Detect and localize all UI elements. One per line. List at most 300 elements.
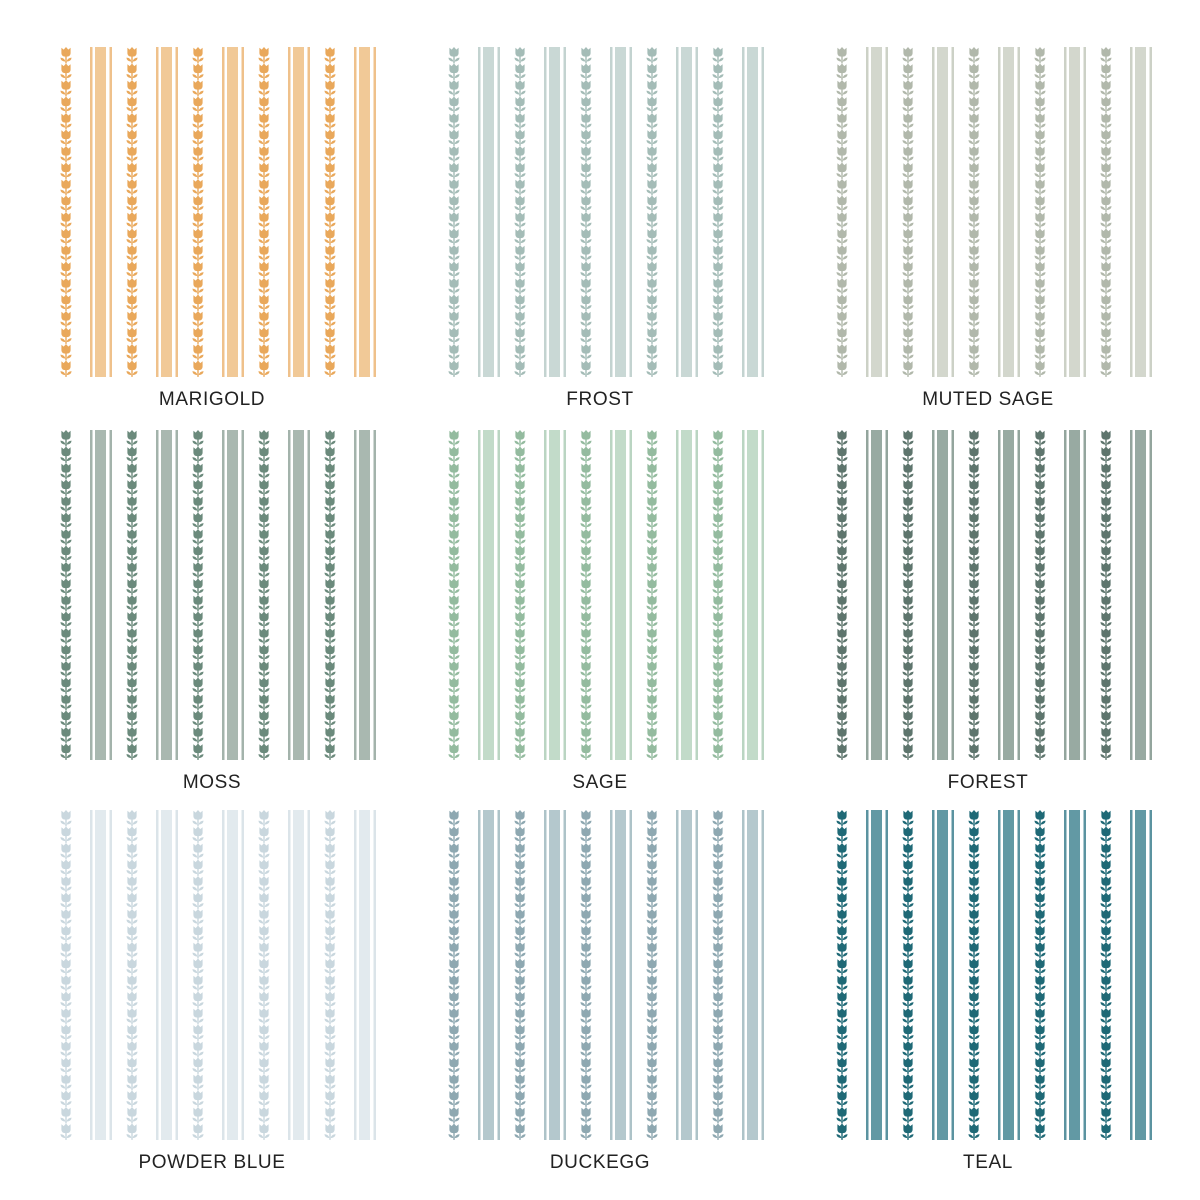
swatch-label: SAGE [572, 772, 628, 793]
flower-vine [258, 810, 269, 1140]
tulip-icon [1100, 843, 1111, 859]
tulip-icon [324, 480, 335, 496]
tulip-icon [60, 595, 71, 611]
thin-stripe [308, 810, 311, 1140]
tulip-icon [126, 328, 137, 344]
tulip-icon [580, 179, 591, 195]
stripe-pattern [435, 810, 765, 1140]
thin-stripe [998, 47, 1001, 377]
tulip-icon [836, 496, 847, 512]
tulip-icon [324, 262, 335, 278]
tulip-icon [514, 212, 525, 228]
flower-vine [836, 47, 847, 377]
tulip-icon [580, 295, 591, 311]
tulip-icon [258, 678, 269, 694]
tulip-icon [192, 1124, 203, 1140]
tulip-icon [580, 130, 591, 146]
tulip-icon [192, 480, 203, 496]
tulip-icon [258, 146, 269, 162]
tulip-icon [712, 992, 723, 1008]
tulip-icon [836, 860, 847, 876]
tulip-icon [968, 496, 979, 512]
tulip-icon [60, 843, 71, 859]
tulip-icon [1100, 130, 1111, 146]
tulip-icon [712, 163, 723, 179]
tulip-icon [646, 146, 657, 162]
tulip-icon [60, 212, 71, 228]
tulip-icon [968, 146, 979, 162]
tulip-icon [192, 926, 203, 942]
tulip-icon [836, 959, 847, 975]
tulip-icon [1034, 328, 1045, 344]
tulip-icon [836, 480, 847, 496]
tulip-icon [258, 179, 269, 195]
tulip-icon [836, 810, 847, 826]
tulip-icon [1100, 262, 1111, 278]
tulip-icon [192, 130, 203, 146]
thin-stripe [176, 47, 179, 377]
tulip-icon [60, 1025, 71, 1041]
tulip-icon [448, 595, 459, 611]
tulip-icon [646, 992, 657, 1008]
tulip-icon [902, 645, 913, 661]
tulip-icon [968, 1008, 979, 1024]
tulip-icon [712, 80, 723, 96]
wide-stripe [747, 430, 758, 760]
tulip-icon [60, 113, 71, 129]
flower-vine [1100, 430, 1111, 760]
tulip-icon [902, 843, 913, 859]
flower-vine [324, 47, 335, 377]
stripe-pattern-art [435, 47, 765, 377]
tulip-icon [126, 278, 137, 294]
tulip-icon [902, 562, 913, 578]
tulip-icon [1100, 1124, 1111, 1140]
tulip-icon [968, 827, 979, 843]
tulip-icon [324, 744, 335, 760]
tulip-icon [126, 1025, 137, 1041]
tulip-icon [1100, 579, 1111, 595]
tulip-icon [1034, 893, 1045, 909]
tulip-icon [836, 678, 847, 694]
tulip-icon [646, 1074, 657, 1090]
tulip-icon [902, 1124, 913, 1140]
wide-stripe [161, 47, 172, 377]
flower-vine [324, 430, 335, 760]
swatch-label: MOSS [182, 772, 242, 793]
thin-stripe [742, 810, 745, 1140]
tulip-icon [126, 130, 137, 146]
tulip-icon [60, 959, 71, 975]
tulip-icon [258, 328, 269, 344]
swatch-marigold[interactable] [47, 47, 377, 419]
tulip-icon [646, 97, 657, 113]
tulip-icon [514, 926, 525, 942]
thin-stripe [1018, 810, 1021, 1140]
thin-stripe [630, 430, 633, 760]
tulip-icon [324, 992, 335, 1008]
tulip-icon [192, 430, 203, 446]
tulip-icon [448, 146, 459, 162]
thin-stripe [242, 47, 245, 377]
swatch-duckegg[interactable] [435, 810, 765, 1182]
tulip-icon [60, 529, 71, 545]
wide-stripe [95, 430, 106, 760]
wide-stripe [483, 810, 494, 1140]
tulip-icon [448, 562, 459, 578]
stripe-pattern-art [823, 810, 1153, 1140]
tulip-icon [126, 926, 137, 942]
stripe-pattern [435, 47, 765, 377]
tulip-icon [324, 278, 335, 294]
tulip-icon [258, 959, 269, 975]
tulip-icon [968, 212, 979, 228]
tulip-icon [60, 926, 71, 942]
tulip-icon [192, 810, 203, 826]
tulip-icon [60, 661, 71, 677]
tulip-icon [1034, 1124, 1045, 1140]
tulip-icon [1100, 992, 1111, 1008]
tulip-icon [60, 447, 71, 463]
swatch-label: DUCKEGG [549, 1152, 651, 1173]
tulip-icon [968, 860, 979, 876]
tulip-icon [646, 975, 657, 991]
flower-vine [646, 47, 657, 377]
tulip-icon [324, 430, 335, 446]
tulip-icon [60, 876, 71, 892]
tulip-icon [712, 47, 723, 63]
tulip-icon [968, 113, 979, 129]
tulip-icon [324, 661, 335, 677]
tulip-icon [968, 810, 979, 826]
flower-vine [60, 810, 71, 1140]
flower-vine [258, 430, 269, 760]
tulip-icon [192, 579, 203, 595]
stripe-pattern-art [47, 810, 377, 1140]
tulip-icon [580, 893, 591, 909]
tulip-icon [514, 992, 525, 1008]
tulip-icon [712, 975, 723, 991]
tulip-icon [902, 130, 913, 146]
tulip-icon [1034, 744, 1045, 760]
wide-stripe [293, 810, 304, 1140]
tulip-icon [968, 311, 979, 327]
tulip-icon [968, 447, 979, 463]
tulip-icon [646, 278, 657, 294]
tulip-icon [646, 860, 657, 876]
tulip-icon [448, 344, 459, 360]
tulip-icon [126, 959, 137, 975]
tulip-icon [836, 262, 847, 278]
tulip-icon [646, 893, 657, 909]
flower-vine [1034, 810, 1045, 1140]
tulip-icon [448, 529, 459, 545]
tulip-icon [126, 628, 137, 644]
tulip-icon [514, 694, 525, 710]
tulip-icon [448, 212, 459, 228]
thin-stripe [696, 810, 699, 1140]
swatch-sage[interactable] [435, 430, 765, 802]
tulip-icon [646, 480, 657, 496]
swatch-moss[interactable] [47, 430, 377, 802]
tulip-icon [192, 876, 203, 892]
tulip-icon [192, 562, 203, 578]
flower-vine [126, 47, 137, 377]
tulip-icon [712, 628, 723, 644]
tulip-icon [1034, 163, 1045, 179]
tulip-icon [580, 645, 591, 661]
flower-vine [580, 810, 591, 1140]
tulip-icon [712, 645, 723, 661]
tulip-icon [580, 278, 591, 294]
tulip-icon [646, 311, 657, 327]
tulip-icon [646, 245, 657, 261]
tulip-icon [324, 1107, 335, 1123]
tulip-icon [836, 843, 847, 859]
tulip-icon [580, 744, 591, 760]
tulip-icon [580, 430, 591, 446]
tulip-icon [580, 843, 591, 859]
tulip-icon [192, 827, 203, 843]
tulip-icon [192, 1041, 203, 1057]
swatch-muted-sage[interactable] [823, 47, 1153, 419]
tulip-icon [324, 876, 335, 892]
swatch-forest[interactable] [823, 430, 1153, 802]
tulip-icon [60, 130, 71, 146]
tulip-icon [60, 562, 71, 578]
tulip-icon [448, 1008, 459, 1024]
tulip-icon [258, 612, 269, 628]
wide-stripe [359, 810, 370, 1140]
tulip-icon [836, 113, 847, 129]
tulip-icon [126, 97, 137, 113]
tulip-icon [1034, 262, 1045, 278]
tulip-icon [126, 113, 137, 129]
wide-stripe [549, 430, 560, 760]
tulip-icon [1100, 975, 1111, 991]
tulip-icon [646, 711, 657, 727]
tulip-icon [258, 64, 269, 80]
tulip-icon [1100, 827, 1111, 843]
tulip-icon [514, 810, 525, 826]
tulip-icon [712, 942, 723, 958]
tulip-icon [902, 860, 913, 876]
tulip-icon [1100, 926, 1111, 942]
tulip-icon [902, 876, 913, 892]
flower-vine [902, 810, 913, 1140]
thin-stripe [176, 810, 179, 1140]
tulip-icon [968, 130, 979, 146]
flower-vine [192, 810, 203, 1140]
tulip-icon [448, 711, 459, 727]
tulip-icon [1034, 942, 1045, 958]
stripe-pattern-art [47, 430, 377, 760]
tulip-icon [646, 80, 657, 96]
tulip-icon [126, 179, 137, 195]
tulip-icon [836, 1025, 847, 1041]
stripe-pattern [47, 430, 377, 760]
tulip-icon [192, 942, 203, 958]
tulip-icon [448, 926, 459, 942]
tulip-icon [580, 1008, 591, 1024]
tulip-icon [646, 229, 657, 245]
tulip-icon [1034, 447, 1045, 463]
tulip-icon [126, 295, 137, 311]
tulip-icon [192, 80, 203, 96]
thin-stripe [762, 430, 765, 760]
flower-vine [968, 810, 979, 1140]
tulip-icon [836, 447, 847, 463]
tulip-icon [258, 344, 269, 360]
tulip-icon [1100, 212, 1111, 228]
tulip-icon [712, 711, 723, 727]
tulip-icon [126, 146, 137, 162]
swatch-powder-blue[interactable] [47, 810, 377, 1182]
thin-stripe [374, 430, 377, 760]
tulip-icon [1100, 546, 1111, 562]
tulip-icon [324, 843, 335, 859]
tulip-icon [580, 361, 591, 377]
tulip-icon [580, 344, 591, 360]
tulip-icon [580, 810, 591, 826]
tulip-icon [448, 694, 459, 710]
tulip-icon [902, 113, 913, 129]
tulip-icon [712, 278, 723, 294]
tulip-icon [126, 1124, 137, 1140]
tulip-icon [192, 628, 203, 644]
tulip-icon [712, 430, 723, 446]
tulip-icon [258, 278, 269, 294]
tulip-icon [836, 1091, 847, 1107]
tulip-icon [324, 344, 335, 360]
tulip-icon [1034, 361, 1045, 377]
tulip-icon [324, 926, 335, 942]
flower-vine [60, 47, 71, 377]
tulip-icon [968, 344, 979, 360]
tulip-icon [580, 97, 591, 113]
tulip-icon [514, 727, 525, 743]
tulip-icon [324, 711, 335, 727]
tulip-icon [192, 513, 203, 529]
thin-stripe [952, 810, 955, 1140]
thin-stripe [1150, 430, 1153, 760]
wide-stripe [1069, 47, 1080, 377]
tulip-icon [580, 64, 591, 80]
tulip-icon [1034, 645, 1045, 661]
thin-stripe [998, 430, 1001, 760]
tulip-icon [258, 1008, 269, 1024]
flower-vine [580, 47, 591, 377]
tulip-icon [712, 926, 723, 942]
tulip-icon [126, 975, 137, 991]
tulip-icon [514, 711, 525, 727]
tulip-icon [712, 694, 723, 710]
swatch-teal[interactable] [823, 810, 1153, 1182]
tulip-icon [1034, 1058, 1045, 1074]
tulip-icon [968, 893, 979, 909]
tulip-icon [1100, 694, 1111, 710]
tulip-icon [126, 579, 137, 595]
thin-stripe [288, 810, 291, 1140]
tulip-icon [646, 595, 657, 611]
tulip-icon [836, 463, 847, 479]
tulip-icon [514, 1041, 525, 1057]
thin-stripe [1084, 430, 1087, 760]
tulip-icon [836, 1124, 847, 1140]
tulip-icon [646, 496, 657, 512]
swatch-frost[interactable] [435, 47, 765, 419]
thin-stripe [952, 430, 955, 760]
tulip-icon [60, 311, 71, 327]
tulip-icon [60, 64, 71, 80]
tulip-icon [126, 645, 137, 661]
thin-stripe [762, 47, 765, 377]
tulip-icon [968, 513, 979, 529]
tulip-icon [448, 959, 459, 975]
tulip-icon [646, 1041, 657, 1057]
tulip-icon [712, 744, 723, 760]
tulip-icon [126, 1058, 137, 1074]
tulip-icon [712, 909, 723, 925]
tulip-icon [712, 295, 723, 311]
wide-stripe [615, 810, 626, 1140]
tulip-icon [968, 942, 979, 958]
tulip-icon [126, 827, 137, 843]
tulip-icon [902, 245, 913, 261]
tulip-icon [1100, 595, 1111, 611]
wide-stripe [227, 810, 238, 1140]
tulip-icon [968, 430, 979, 446]
tulip-icon [646, 513, 657, 529]
swatch-label: POWDER BLUE [138, 1152, 286, 1173]
tulip-icon [126, 612, 137, 628]
tulip-icon [580, 1124, 591, 1140]
tulip-icon [448, 328, 459, 344]
wide-stripe [227, 47, 238, 377]
tulip-icon [514, 447, 525, 463]
tulip-icon [1100, 146, 1111, 162]
tulip-icon [258, 196, 269, 212]
tulip-icon [712, 113, 723, 129]
tulip-icon [60, 942, 71, 958]
swatch-label: MARIGOLD [158, 389, 266, 410]
wide-stripe [483, 430, 494, 760]
tulip-icon [258, 163, 269, 179]
tulip-icon [1100, 860, 1111, 876]
tulip-icon [258, 727, 269, 743]
thin-stripe [498, 810, 501, 1140]
tulip-icon [712, 1091, 723, 1107]
wide-stripe [549, 47, 560, 377]
tulip-icon [968, 959, 979, 975]
tulip-icon [580, 262, 591, 278]
tulip-icon [1034, 529, 1045, 545]
tulip-icon [126, 529, 137, 545]
tulip-icon [324, 64, 335, 80]
tulip-icon [1034, 1025, 1045, 1041]
tulip-icon [126, 992, 137, 1008]
tulip-icon [836, 1058, 847, 1074]
flower-vine [836, 430, 847, 760]
tulip-icon [580, 612, 591, 628]
tulip-icon [514, 179, 525, 195]
tulip-icon [580, 1025, 591, 1041]
stripe-pattern-art [47, 47, 377, 377]
tulip-icon [258, 909, 269, 925]
tulip-icon [324, 678, 335, 694]
thin-stripe [564, 47, 567, 377]
tulip-icon [968, 1058, 979, 1074]
